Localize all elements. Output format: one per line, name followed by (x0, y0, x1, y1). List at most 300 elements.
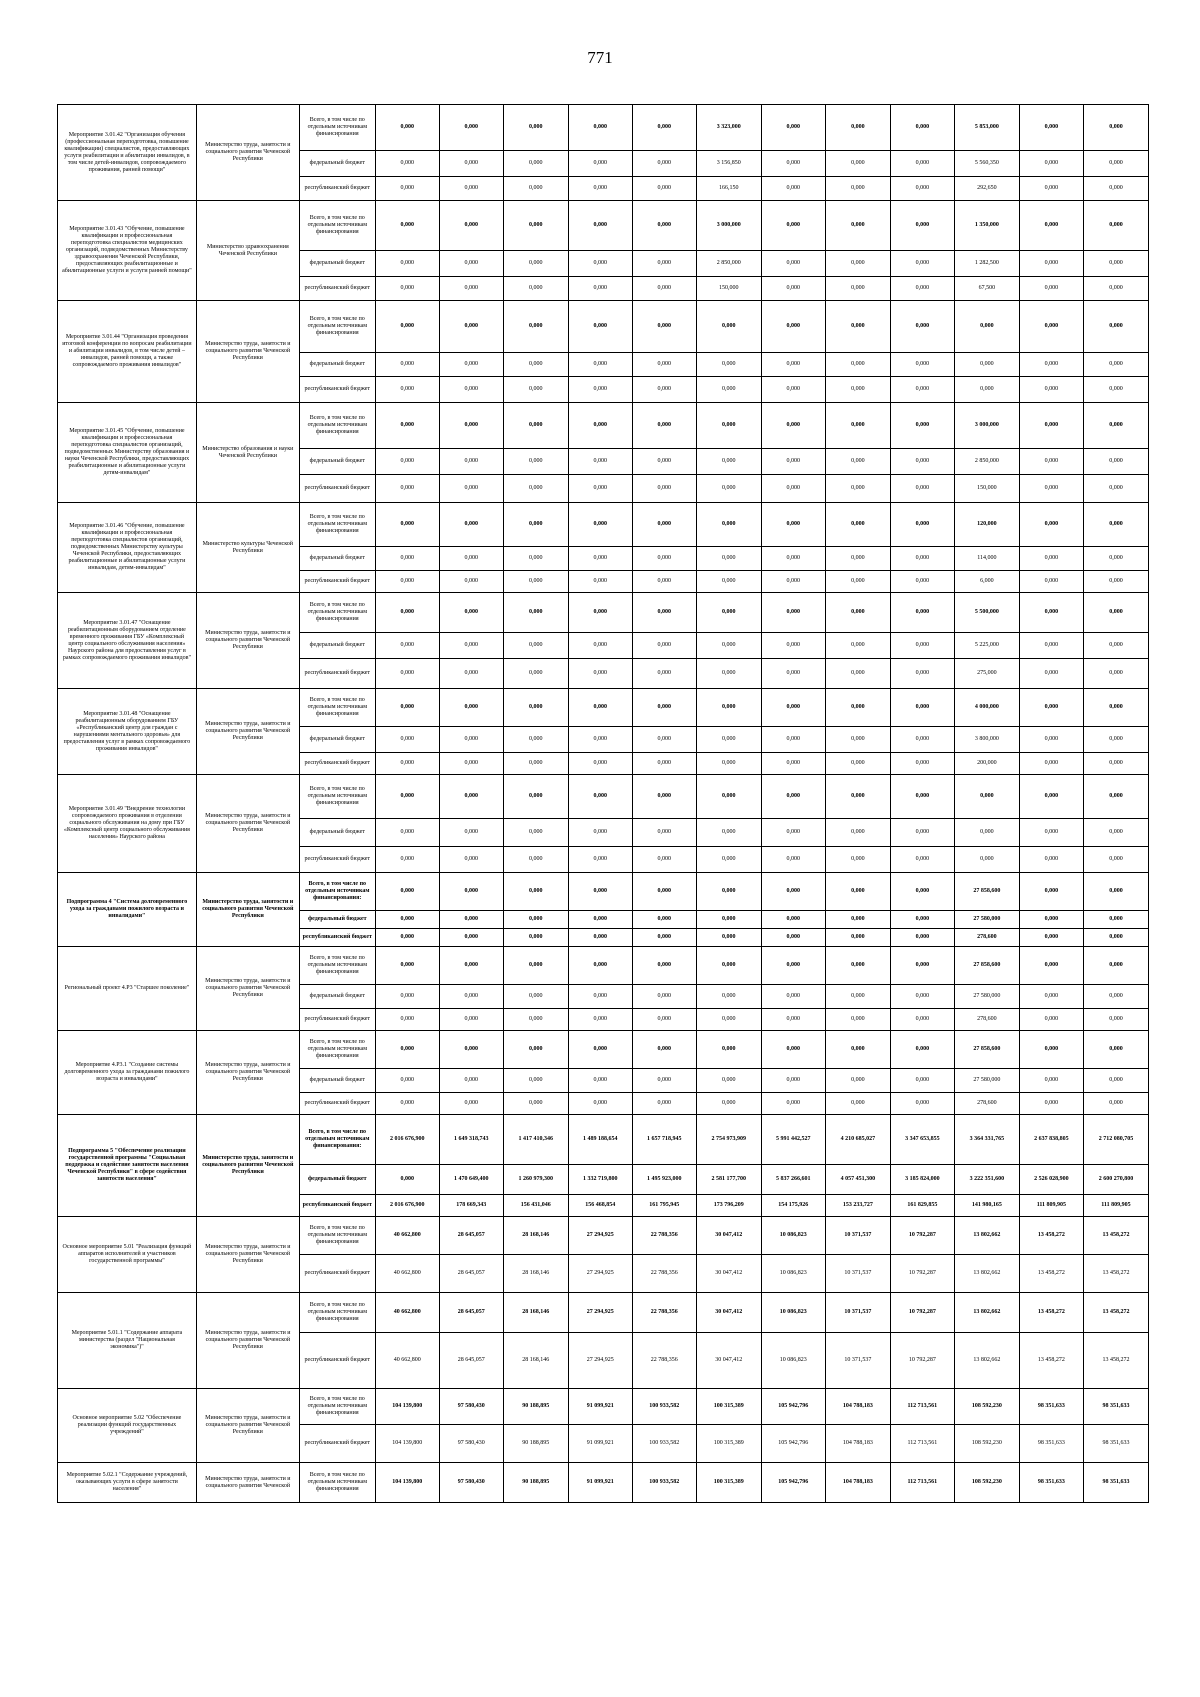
amount-cell: 0,000 (890, 547, 954, 571)
amount-cell: 0,000 (439, 873, 503, 911)
amount-cell: 0,000 (696, 353, 761, 377)
amount-cell: 2 754 973,909 (696, 1115, 761, 1165)
amount-cell: 0,000 (890, 1069, 954, 1093)
amount-cell: 0,000 (632, 847, 696, 873)
amount-cell: 0,000 (825, 151, 890, 177)
amount-cell: 0,000 (375, 177, 439, 201)
funding-source: Всего, в том числе по отдельным источникам финансирования (299, 689, 375, 727)
amount-cell: 0,000 (568, 503, 632, 547)
amount-cell: 0,000 (696, 633, 761, 659)
amount-cell: 0,000 (761, 929, 825, 947)
amount-cell: 0,000 (568, 105, 632, 151)
amount-cell: 3 000,000 (696, 201, 761, 251)
amount-cell: 0,000 (954, 377, 1019, 403)
activity-name: Мероприятие 4.P3.1 "Создание системы долговременного ухода за гражданами пожилого возраста и инвалидами" (58, 1031, 197, 1115)
amount-cell: 0,000 (375, 571, 439, 593)
amount-cell: 0,000 (825, 105, 890, 151)
amount-cell: 0,000 (503, 105, 568, 151)
amount-cell: 0,000 (375, 1031, 439, 1069)
amount-cell: 0,000 (568, 873, 632, 911)
amount-cell: 0,000 (1019, 1069, 1083, 1093)
funding-source: федеральный бюджет (299, 353, 375, 377)
activity-name: Региональный проект 4.P3 "Старшее поколение" (58, 947, 197, 1031)
amount-cell: 0,000 (503, 929, 568, 947)
amount-cell: 0,000 (1083, 251, 1148, 277)
amount-cell: 0,000 (696, 929, 761, 947)
amount-cell: 0,000 (890, 475, 954, 503)
amount-cell: 0,000 (503, 377, 568, 403)
amount-cell: 0,000 (568, 947, 632, 985)
amount-cell: 0,000 (375, 1165, 439, 1195)
amount-cell: 0,000 (632, 1031, 696, 1069)
amount-cell: 0,000 (825, 985, 890, 1009)
amount-cell: 0,000 (375, 947, 439, 985)
funding-source: Всего, в том числе по отдельным источникам финансирования (299, 1217, 375, 1255)
funding-source: республиканский бюджет (299, 475, 375, 503)
amount-cell: 0,000 (1019, 659, 1083, 689)
amount-cell: 0,000 (761, 403, 825, 449)
amount-cell: 98 351,633 (1083, 1463, 1148, 1503)
table-row (58, 1463, 1149, 1503)
activity-name: Мероприятие 3.01.44 "Организация проведения итоговой конференции по вопросам реабилитации и абилитации инвалидов, в том числе детей – инвалидов, ранней помощи, а также сопровождаемого проживания инвалидов" (58, 301, 197, 403)
amount-cell: 0,000 (568, 985, 632, 1009)
amount-cell: 1 495 923,000 (632, 1165, 696, 1195)
amount-cell: 0,000 (568, 1093, 632, 1115)
activity-name: Мероприятие 5.01.1 "Содержание аппарата министерства (раздел "Национальная экономика")" (58, 1293, 197, 1389)
amount-cell: 0,000 (503, 177, 568, 201)
amount-cell: 0,000 (1083, 659, 1148, 689)
amount-cell: 0,000 (503, 353, 568, 377)
amount-cell: 0,000 (375, 929, 439, 947)
activity-name: Подпрограмма 5 "Обеспечение реализации государственной программы "Социальная поддержка и содействие занятости населения Чеченской Республики" в сфере содействия занятости населения" (58, 1115, 197, 1217)
amount-cell: 0,000 (503, 301, 568, 353)
amount-cell: 0,000 (439, 689, 503, 727)
responsible-executor: Министерство труда, занятости и социального развития Чеченской Республики (196, 1293, 299, 1389)
amount-cell: 0,000 (1019, 753, 1083, 775)
amount-cell: 0,000 (503, 277, 568, 301)
funding-source: Всего, в том числе по отдельным источникам финансирования (299, 1293, 375, 1333)
amount-cell: 0,000 (890, 947, 954, 985)
amount-cell: 97 580,430 (439, 1463, 503, 1503)
amount-cell: 0,000 (1083, 547, 1148, 571)
table-row (58, 1031, 1149, 1069)
funding-source: федеральный бюджет (299, 985, 375, 1009)
amount-cell: 100 933,582 (632, 1425, 696, 1463)
amount-cell: 3 156,850 (696, 151, 761, 177)
table-row (58, 1115, 1149, 1165)
amount-cell: 22 788,356 (632, 1293, 696, 1333)
amount-cell: 0,000 (439, 847, 503, 873)
amount-cell: 28 168,146 (503, 1255, 568, 1293)
amount-cell: 0,000 (954, 847, 1019, 873)
amount-cell: 0,000 (568, 301, 632, 353)
amount-cell: 0,000 (890, 633, 954, 659)
amount-cell: 0,000 (1083, 1031, 1148, 1069)
table-row (58, 873, 1149, 911)
amount-cell: 0,000 (890, 911, 954, 929)
amount-cell: 90 188,895 (503, 1425, 568, 1463)
amount-cell: 0,000 (1083, 105, 1148, 151)
amount-cell: 0,000 (825, 503, 890, 547)
amount-cell: 0,000 (375, 753, 439, 775)
amount-cell: 0,000 (761, 201, 825, 251)
funding-source: республиканский бюджет (299, 847, 375, 873)
amount-cell: 0,000 (439, 377, 503, 403)
amount-cell: 0,000 (1083, 403, 1148, 449)
amount-cell: 112 713,561 (890, 1463, 954, 1503)
amount-cell: 5 853,000 (954, 105, 1019, 151)
amount-cell: 0,000 (375, 633, 439, 659)
amount-cell: 0,000 (825, 633, 890, 659)
activity-name: Мероприятие 3.01.42 "Организация обучения (профессиональная переподготовка, повышение квалификации) специалистов, предоставляющих услуги реабилитации и абилитации инвалидов, в том числе детей-инвалидов, сопровождаемого проживания, ранней помощи" (58, 105, 197, 201)
amount-cell: 0,000 (890, 1009, 954, 1031)
amount-cell: 0,000 (632, 1009, 696, 1031)
amount-cell: 0,000 (696, 1031, 761, 1069)
amount-cell: 0,000 (761, 593, 825, 633)
financing-table (57, 104, 1149, 1503)
amount-cell: 0,000 (1083, 911, 1148, 929)
amount-cell: 30 047,412 (696, 1255, 761, 1293)
amount-cell: 0,000 (761, 947, 825, 985)
amount-cell: 3 000,000 (954, 403, 1019, 449)
amount-cell: 0,000 (825, 593, 890, 633)
activity-name: Мероприятие 5.02.1 "Содержание учреждений, оказывающих услуги в сфере занятости населения" (58, 1463, 197, 1503)
amount-cell: 0,000 (439, 571, 503, 593)
amount-cell: 0,000 (825, 475, 890, 503)
funding-source: республиканский бюджет (299, 1255, 375, 1293)
amount-cell: 1 649 318,743 (439, 1115, 503, 1165)
amount-cell: 28 168,146 (503, 1217, 568, 1255)
amount-cell: 30 047,412 (696, 1217, 761, 1255)
amount-cell: 0,000 (696, 449, 761, 475)
amount-cell: 108 592,230 (954, 1389, 1019, 1425)
funding-source: Всего, в том числе по отдельным источникам финансирования (299, 1463, 375, 1503)
amount-cell: 0,000 (825, 873, 890, 911)
amount-cell: 104 788,183 (825, 1389, 890, 1425)
amount-cell: 0,000 (375, 911, 439, 929)
amount-cell: 0,000 (1019, 503, 1083, 547)
amount-cell: 28 645,057 (439, 1217, 503, 1255)
amount-cell: 0,000 (1083, 873, 1148, 911)
amount-cell: 0,000 (632, 377, 696, 403)
amount-cell: 98 351,633 (1083, 1389, 1148, 1425)
amount-cell: 0,000 (825, 353, 890, 377)
amount-cell: 0,000 (761, 547, 825, 571)
amount-cell: 100 315,389 (696, 1389, 761, 1425)
amount-cell: 91 099,921 (568, 1463, 632, 1503)
amount-cell: 0,000 (761, 689, 825, 727)
activity-name: Мероприятие 3.01.43 "Обучение, повышение квалификации и профессиональная переподготовка специалистов медицинских организаций, подведомственных Министерству здравоохранения Чеченской Республики, предоставляющих реабилитационные и абилитационные услуги и услуги ранней помощи" (58, 201, 197, 301)
amount-cell: 278,600 (954, 929, 1019, 947)
amount-cell: 0,000 (1019, 985, 1083, 1009)
amount-cell: 0,000 (375, 105, 439, 151)
amount-cell: 156 468,854 (568, 1195, 632, 1217)
amount-cell: 0,000 (890, 277, 954, 301)
amount-cell: 2 712 080,705 (1083, 1115, 1148, 1165)
funding-source: федеральный бюджет (299, 911, 375, 929)
amount-cell: 0,000 (696, 377, 761, 403)
amount-cell: 0,000 (825, 1009, 890, 1031)
amount-cell: 0,000 (632, 353, 696, 377)
amount-cell: 0,000 (761, 571, 825, 593)
amount-cell: 100 933,582 (632, 1463, 696, 1503)
amount-cell: 0,000 (568, 929, 632, 947)
amount-cell: 98 351,633 (1083, 1425, 1148, 1463)
amount-cell: 28 645,057 (439, 1293, 503, 1333)
responsible-executor: Министерство труда, занятости и социального развития Чеченской Республики (196, 1031, 299, 1115)
funding-source: федеральный бюджет (299, 547, 375, 571)
amount-cell: 0,000 (1083, 449, 1148, 475)
amount-cell: 13 458,272 (1019, 1293, 1083, 1333)
amount-cell: 27 294,925 (568, 1255, 632, 1293)
amount-cell: 30 047,412 (696, 1293, 761, 1333)
amount-cell: 0,000 (439, 475, 503, 503)
amount-cell: 156 431,046 (503, 1195, 568, 1217)
table-row (58, 403, 1149, 449)
amount-cell: 0,000 (439, 449, 503, 475)
funding-source: Всего, в том числе по отдельным источникам финансирования: (299, 873, 375, 911)
amount-cell: 0,000 (890, 151, 954, 177)
amount-cell: 105 942,796 (761, 1463, 825, 1503)
funding-source: федеральный бюджет (299, 449, 375, 475)
amount-cell: 0,000 (1019, 727, 1083, 753)
amount-cell: 0,000 (825, 1031, 890, 1069)
amount-cell: 2 850,000 (954, 449, 1019, 475)
amount-cell: 0,000 (1083, 201, 1148, 251)
amount-cell: 0,000 (1019, 449, 1083, 475)
amount-cell: 0,000 (375, 659, 439, 689)
responsible-executor: Министерство образования и науки Чеченской Республики (196, 403, 299, 503)
amount-cell: 111 809,905 (1019, 1195, 1083, 1217)
table-row (58, 1389, 1149, 1425)
amount-cell: 0,000 (375, 475, 439, 503)
amount-cell: 0,000 (761, 633, 825, 659)
amount-cell: 0,000 (761, 151, 825, 177)
amount-cell: 0,000 (1019, 403, 1083, 449)
amount-cell: 27 858,600 (954, 1031, 1019, 1069)
amount-cell: 104 139,800 (375, 1425, 439, 1463)
amount-cell: 91 099,921 (568, 1425, 632, 1463)
amount-cell: 0,000 (825, 689, 890, 727)
activity-name: Основное мероприятие 5.02 "Обеспечение реализации функций государственных учреждений" (58, 1389, 197, 1463)
amount-cell: 0,000 (696, 775, 761, 819)
amount-cell: 0,000 (632, 819, 696, 847)
amount-cell: 0,000 (954, 301, 1019, 353)
amount-cell: 275,000 (954, 659, 1019, 689)
amount-cell: 0,000 (761, 819, 825, 847)
amount-cell: 91 099,921 (568, 1389, 632, 1425)
amount-cell: 0,000 (632, 571, 696, 593)
amount-cell: 178 669,343 (439, 1195, 503, 1217)
amount-cell: 0,000 (696, 911, 761, 929)
amount-cell: 0,000 (1019, 105, 1083, 151)
amount-cell: 0,000 (825, 1069, 890, 1093)
amount-cell: 105 942,796 (761, 1425, 825, 1463)
amount-cell: 0,000 (503, 985, 568, 1009)
funding-source: федеральный бюджет (299, 1165, 375, 1195)
amount-cell: 0,000 (568, 547, 632, 571)
amount-cell: 166,150 (696, 177, 761, 201)
amount-cell: 0,000 (1083, 503, 1148, 547)
funding-source: Всего, в том числе по отдельным источникам финансирования (299, 403, 375, 449)
amount-cell: 0,000 (503, 947, 568, 985)
amount-cell: 0,000 (1019, 873, 1083, 911)
amount-cell: 10 792,287 (890, 1255, 954, 1293)
amount-cell: 0,000 (825, 753, 890, 775)
amount-cell: 0,000 (503, 819, 568, 847)
responsible-executor: Министерство труда, занятости и социального развития Чеченской Республики (196, 873, 299, 947)
amount-cell: 0,000 (825, 201, 890, 251)
amount-cell: 28 645,057 (439, 1333, 503, 1389)
table-row (58, 1217, 1149, 1255)
funding-source: республиканский бюджет (299, 929, 375, 947)
amount-cell: 0,000 (439, 403, 503, 449)
funding-source: Всего, в том числе по отдельным источникам финансирования (299, 1389, 375, 1425)
responsible-executor: Министерство труда, занятости и социального развития Чеченской (196, 1463, 299, 1503)
amount-cell: 108 592,230 (954, 1463, 1019, 1503)
amount-cell: 0,000 (568, 1069, 632, 1093)
amount-cell: 0,000 (761, 177, 825, 201)
amount-cell: 2 581 177,700 (696, 1165, 761, 1195)
amount-cell: 0,000 (1019, 947, 1083, 985)
funding-source: федеральный бюджет (299, 1069, 375, 1093)
funding-source: республиканский бюджет (299, 1195, 375, 1217)
amount-cell: 5 991 442,527 (761, 1115, 825, 1165)
amount-cell: 0,000 (761, 775, 825, 819)
amount-cell: 0,000 (890, 177, 954, 201)
amount-cell: 0,000 (632, 1069, 696, 1093)
funding-source: республиканский бюджет (299, 377, 375, 403)
amount-cell: 0,000 (825, 947, 890, 985)
funding-source: республиканский бюджет (299, 177, 375, 201)
funding-source: Всего, в том числе по отдельным источникам финансирования (299, 503, 375, 547)
funding-source: республиканский бюджет (299, 1093, 375, 1115)
amount-cell: 0,000 (375, 775, 439, 819)
amount-cell: 100 315,389 (696, 1425, 761, 1463)
amount-cell: 0,000 (503, 251, 568, 277)
amount-cell: 0,000 (632, 403, 696, 449)
amount-cell: 0,000 (568, 177, 632, 201)
amount-cell: 0,000 (696, 571, 761, 593)
amount-cell: 0,000 (375, 251, 439, 277)
funding-source: федеральный бюджет (299, 819, 375, 847)
funding-source: Всего, в том числе по отдельным источникам финансирования (299, 775, 375, 819)
amount-cell: 0,000 (825, 911, 890, 929)
funding-source: Всего, в том числе по отдельным источникам финансирования (299, 301, 375, 353)
amount-cell: 0,000 (1083, 727, 1148, 753)
amount-cell: 0,000 (439, 353, 503, 377)
amount-cell: 0,000 (890, 727, 954, 753)
amount-cell: 0,000 (825, 819, 890, 847)
funding-source: республиканский бюджет (299, 1425, 375, 1463)
amount-cell: 3 800,000 (954, 727, 1019, 753)
amount-cell: 0,000 (503, 753, 568, 775)
amount-cell: 0,000 (632, 475, 696, 503)
amount-cell: 0,000 (696, 547, 761, 571)
amount-cell: 0,000 (890, 251, 954, 277)
amount-cell: 0,000 (632, 873, 696, 911)
amount-cell: 0,000 (503, 503, 568, 547)
amount-cell: 0,000 (632, 1093, 696, 1115)
amount-cell: 0,000 (503, 659, 568, 689)
amount-cell: 0,000 (761, 1093, 825, 1115)
amount-cell: 98 351,633 (1019, 1463, 1083, 1503)
amount-cell: 0,000 (503, 911, 568, 929)
amount-cell: 3 347 653,855 (890, 1115, 954, 1165)
amount-cell: 0,000 (568, 633, 632, 659)
table-row (58, 301, 1149, 353)
amount-cell: 0,000 (1083, 353, 1148, 377)
amount-cell: 22 788,356 (632, 1333, 696, 1389)
amount-cell: 0,000 (375, 301, 439, 353)
table-row (58, 105, 1149, 151)
amount-cell: 0,000 (825, 847, 890, 873)
amount-cell: 0,000 (1019, 1031, 1083, 1069)
amount-cell: 0,000 (503, 151, 568, 177)
amount-cell: 0,000 (954, 353, 1019, 377)
amount-cell: 0,000 (632, 753, 696, 775)
amount-cell: 0,000 (439, 633, 503, 659)
amount-cell: 0,000 (825, 547, 890, 571)
amount-cell: 0,000 (375, 277, 439, 301)
amount-cell: 0,000 (632, 689, 696, 727)
amount-cell: 104 139,800 (375, 1389, 439, 1425)
amount-cell: 40 662,800 (375, 1293, 439, 1333)
funding-source: республиканский бюджет (299, 1009, 375, 1031)
amount-cell: 0,000 (954, 775, 1019, 819)
amount-cell: 0,000 (375, 353, 439, 377)
amount-cell: 0,000 (825, 727, 890, 753)
amount-cell: 0,000 (568, 593, 632, 633)
amount-cell: 98 351,633 (1019, 1425, 1083, 1463)
amount-cell: 0,000 (696, 1093, 761, 1115)
amount-cell: 0,000 (1019, 201, 1083, 251)
amount-cell: 0,000 (439, 819, 503, 847)
amount-cell: 2 600 270,800 (1083, 1165, 1148, 1195)
amount-cell: 0,000 (1019, 847, 1083, 873)
amount-cell: 0,000 (1083, 277, 1148, 301)
amount-cell: 10 086,823 (761, 1333, 825, 1389)
amount-cell: 0,000 (632, 727, 696, 753)
amount-cell: 0,000 (890, 105, 954, 151)
amount-cell: 0,000 (439, 775, 503, 819)
amount-cell: 0,000 (1083, 947, 1148, 985)
amount-cell: 0,000 (439, 753, 503, 775)
table-row (58, 1293, 1149, 1333)
amount-cell: 1 260 979,300 (503, 1165, 568, 1195)
amount-cell: 0,000 (503, 727, 568, 753)
amount-cell: 0,000 (696, 727, 761, 753)
amount-cell: 0,000 (375, 873, 439, 911)
amount-cell: 0,000 (1019, 177, 1083, 201)
amount-cell: 0,000 (632, 177, 696, 201)
amount-cell: 28 168,146 (503, 1333, 568, 1389)
amount-cell: 0,000 (568, 659, 632, 689)
amount-cell: 141 980,165 (954, 1195, 1019, 1217)
amount-cell: 0,000 (375, 1069, 439, 1093)
amount-cell: 13 802,662 (954, 1333, 1019, 1389)
amount-cell: 0,000 (503, 873, 568, 911)
amount-cell: 1 282,500 (954, 251, 1019, 277)
amount-cell: 0,000 (1019, 571, 1083, 593)
amount-cell: 10 086,823 (761, 1217, 825, 1255)
amount-cell: 0,000 (1019, 151, 1083, 177)
amount-cell: 0,000 (825, 377, 890, 403)
amount-cell: 28 168,146 (503, 1293, 568, 1333)
amount-cell: 0,000 (375, 547, 439, 571)
amount-cell: 0,000 (503, 571, 568, 593)
amount-cell: 97 580,430 (439, 1425, 503, 1463)
